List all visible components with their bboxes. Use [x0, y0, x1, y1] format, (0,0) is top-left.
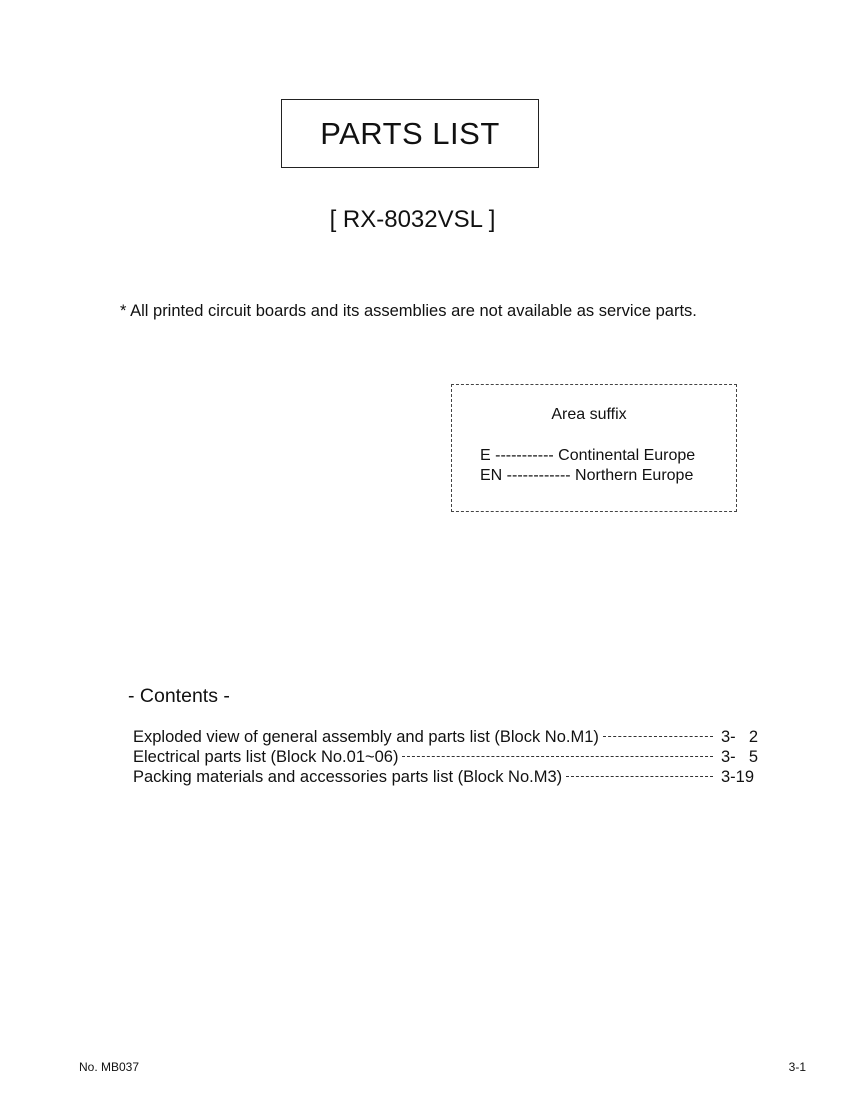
area-suffix-title: Area suffix — [551, 406, 627, 423]
toc-page-number: 3- 2 — [721, 728, 758, 746]
toc-item-exploded-view[interactable] — [133, 728, 758, 748]
toc-label: Packing materials and accessories parts list (Block No.M3) — [133, 768, 563, 786]
toc-item-electrical-parts[interactable] — [133, 748, 758, 768]
page-title: PARTS LIST — [281, 99, 539, 168]
toc-leader-dots — [566, 776, 713, 777]
service-note: * All printed circuit boards and its assemblies are not available as service parts. — [120, 302, 697, 320]
toc-page-number: 3-19 — [721, 768, 755, 786]
document-number: No. MB037 — [79, 1060, 140, 1074]
toc-leader-dots — [402, 756, 713, 757]
toc-label: Electrical parts list (Block No.01~06) — [133, 748, 399, 766]
area-suffix-row-e: E ----------- Continental Europe — [480, 447, 696, 464]
model-number: [ RX-8032VSL ] — [329, 206, 496, 233]
toc-page-number: 3- 5 — [721, 748, 758, 766]
toc-leader-dots — [603, 736, 713, 737]
contents-title: - Contents - — [128, 685, 230, 707]
table-of-contents — [133, 728, 758, 788]
toc-item-packing-materials[interactable] — [133, 768, 758, 788]
area-suffix-row-en: EN ------------ Northern Europe — [480, 467, 694, 484]
area-suffix-box — [451, 384, 737, 512]
toc-label: Exploded view of general assembly and parts list (Block No.M1) — [133, 728, 599, 746]
page-number: 3-1 — [788, 1060, 806, 1074]
